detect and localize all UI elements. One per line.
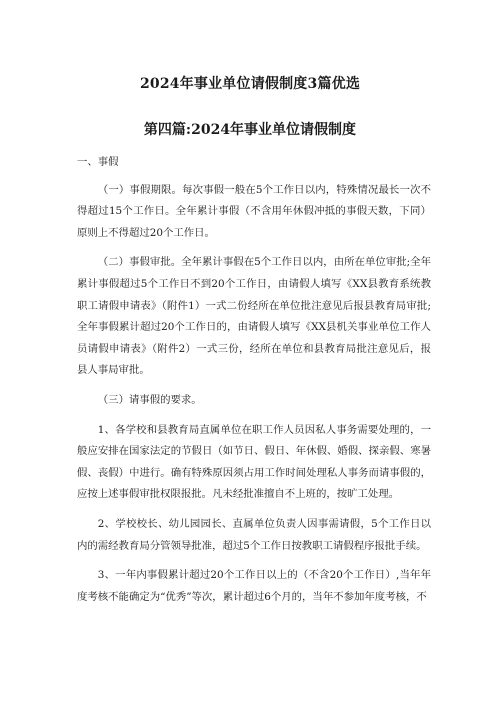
- document-subtitle: 第四篇:2024年事业单位请假制度: [143, 122, 357, 138]
- section-heading: 一、事假: [77, 156, 119, 168]
- paragraph-item-2: 2、学校校长、幼儿园园长、直属单位负责人因事需请假，5个工作日以内的需经教育局分管领导批准，超过5个工作日按教职工请假程序报批手续。: [77, 517, 431, 552]
- paragraph-item-1: 1、各学校和县教育局直属单位在职工作人员因私人事务需要处理的，一般应安排在国家法定的节假日（如节日、假日、年休假、婚假、探亲假、寒暑假、丧假）中进行。确有特殊原因须占用工作时间处理私人事务而请事假的，应按上述事假审批权限报批。凡未经批准擅自不上班的，按旷工处理。: [77, 423, 431, 501]
- paragraph-leave-approval: （二）事假审批。全年累计事假在5个工作日以内，由所在单位审批;全年累计事假超过5个工作日不到20个工作日，由请假人填写《XX县教育系统教职工请假申请表》（附件1）一式二份经所在单位批注意见后报县教育局审批;全年事假累计超过20个工作日的，由请假人填写《XX县机关事业单位工作人员请假申请表》（附件2）一式三份，经所在单位和县教育局批注意见后，报县人事局审批。: [77, 256, 431, 377]
- document-body: [77, 152, 431, 616]
- paragraph-leave-requirements: （三）请事假的要求。: [97, 393, 202, 406]
- paragraph-leave-duration: （一）事假期限。每次事假一般在5个工作日以内，特殊情况最长一次不得超过15个工作日。全年累计事假（不含用年休假冲抵的事假天数，下同）原则上不得超过20个工作日。: [77, 183, 431, 239]
- document-title: 2024年事业单位请假制度3篇优选: [139, 76, 361, 92]
- paragraph-item-3: 3、一年内事假累计超过20个工作日以上的（不含20个工作日）,当年年度考核不能确定为“优秀”等次，累计超过6个月的，当年不参加年度考核，不: [77, 569, 431, 603]
